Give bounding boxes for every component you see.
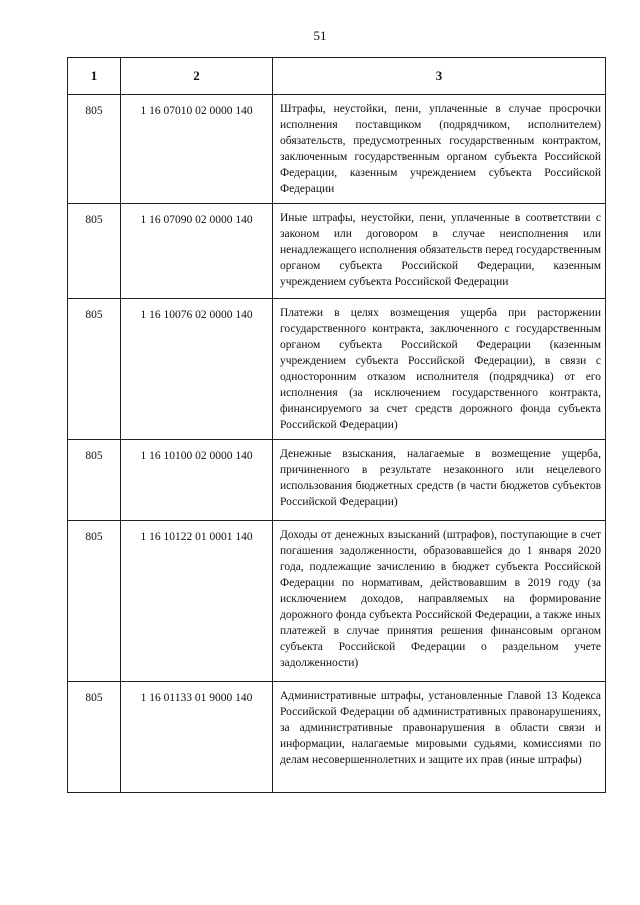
description-cell: Денежные взыскания, налагаемые в возмещение ущерба, причиненного в результате незаконного или нецелевого использования бюджетных средств (в части бюджетов субъектов Российской Федерации) (273, 440, 606, 521)
table-row (68, 521, 606, 682)
description-cell: Административные штрафы, установленные Главой 13 Кодекса Российской Федерации об административных правонарушениях, за административные правонарушения в области связи и информации, налагаемые мировыми судьями, комиссиями по делам несовершеннолетних и защите их прав (иные штрафы) (273, 682, 606, 793)
description-cell: Иные штрафы, неустойки, пени, уплаченные в соответствии с законом или договором в случае неисполнения или ненадлежащего исполнения обязательств перед государственным органом субъекта Российской Федерации, казенным учреждением субъекта Российской Федерации (273, 204, 606, 299)
table-row (68, 440, 606, 521)
admin-code-cell: 805 (68, 95, 121, 204)
header-col-1: 1 (68, 58, 121, 95)
admin-code-cell: 805 (68, 521, 121, 682)
kbk-code-cell: 1 16 07010 02 0000 140 (121, 95, 273, 204)
kbk-code-cell: 1 16 10076 02 0000 140 (121, 299, 273, 440)
description-cell: Платежи в целях возмещения ущерба при расторжении государственного контракта, заключенного с государственным органом субъекта Российской Федерации (казенным учреждением субъекта Российской Федерации), в связи с односторонним отказом исполнителя (подрядчика) от его исполнения (за исключением государственного контракта, финансируемого за счет средств дорожного фонда субъекта Российской Федерации) (273, 299, 606, 440)
table-row (68, 299, 606, 440)
kbk-code-cell: 1 16 01133 01 9000 140 (121, 682, 273, 793)
table-row (68, 204, 606, 299)
header-col-3: 3 (273, 58, 606, 95)
kbk-code-cell: 1 16 10122 01 0001 140 (121, 521, 273, 682)
admin-code-cell: 805 (68, 299, 121, 440)
table-row (68, 682, 606, 793)
admin-code-cell: 805 (68, 440, 121, 521)
header-col-2: 2 (121, 58, 273, 95)
description-cell: Доходы от денежных взысканий (штрафов), поступающие в счет погашения задолженности, образовавшейся до 1 января 2020 года, подлежащие зачислению в бюджет субъекта Российской Федерации по нормативам, действовавшим в 2019 году (за исключением доходов, направляемых на формирование дорожного фонда субъекта Российской Федерации, а также иных платежей в случае принятия решения финансовым органом субъекта Российской Федерации о раздельном учете задолженности) (273, 521, 606, 682)
page-number: 51 (313, 28, 327, 43)
table-row (68, 95, 606, 204)
kbk-code-cell: 1 16 07090 02 0000 140 (121, 204, 273, 299)
admin-code-cell: 805 (68, 682, 121, 793)
description-cell: Штрафы, неустойки, пени, уплаченные в случае просрочки исполнения поставщиком (подрядчиком, исполнителем) обязательств, предусмотренных государственным контрактом, заключенным государственным органом субъекта Российской Федерации, казенным учреждением субъекта Российской Федерации (273, 95, 606, 204)
table-header-row (68, 58, 606, 95)
revenue-codes-table (67, 57, 606, 793)
kbk-code-cell: 1 16 10100 02 0000 140 (121, 440, 273, 521)
admin-code-cell: 805 (68, 204, 121, 299)
